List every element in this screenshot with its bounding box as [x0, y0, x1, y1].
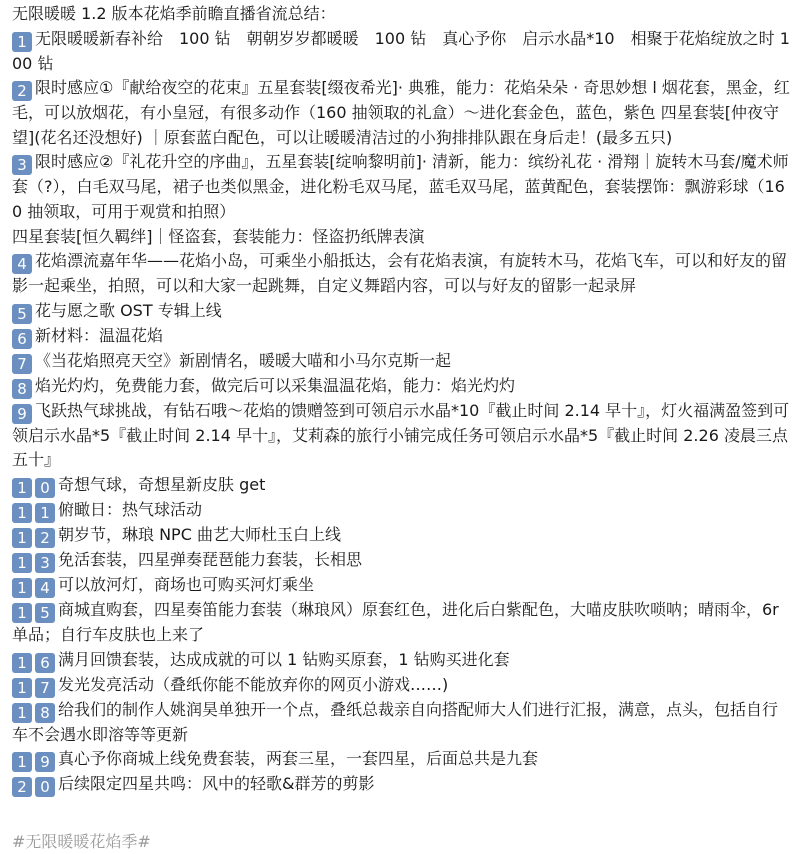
number-badge: 1 [12, 478, 32, 498]
list-item [12, 349, 790, 374]
list-item [12, 374, 790, 399]
number-badge: 7 [12, 354, 32, 374]
list-item [12, 772, 790, 797]
list-item [12, 324, 790, 349]
number-badge: 1 [12, 603, 32, 623]
list-item [12, 523, 790, 548]
number-badge: 2 [12, 81, 32, 101]
number-badge: 1 [12, 503, 32, 523]
list-item-text: 真心予你商城上线免费套装，两套三星，一套四星，后面总共是九套 [58, 749, 539, 769]
number-badge: 5 [35, 603, 55, 623]
number-badge: 9 [35, 752, 55, 772]
list-item [12, 648, 790, 673]
number-badge: 1 [12, 678, 32, 698]
list-item [12, 598, 790, 648]
list-item [12, 498, 790, 523]
list-item-text: 发光发亮活动（叠纸你能不能放弃你的网页小游戏……) [58, 674, 449, 694]
list-item-text: 朝岁节，琳琅 NPC 曲艺大师杜玉白上线 [58, 524, 341, 544]
list-item-text: 花与愿之歌 OST 专辑上线 [35, 300, 222, 320]
list-item-text: 俯瞰日：热气球活动 [58, 499, 203, 519]
number-badge: 4 [35, 578, 55, 598]
list-item-text: 奇想气球，奇想星新皮肤 get [58, 474, 266, 494]
list-item-text: 给我们的制作人姚润昊单独开一个点，叠纸总裁亲自向搭配师大人们进行汇报，满意，点头，包括自行车不会遇水即溶等等更新 [12, 699, 779, 744]
number-badge: 1 [12, 528, 32, 548]
list-item [12, 399, 790, 473]
list-item-text: 后续限定四星共鸣：风中的轻歌&群芳的剪影 [58, 774, 375, 794]
number-badge: 4 [12, 254, 32, 274]
number-badge: 1 [12, 752, 32, 772]
number-badge: 6 [35, 653, 55, 673]
list-item [12, 225, 790, 250]
number-badge: 2 [12, 777, 32, 797]
list-item-text: 花焰漂流嘉年华——花焰小岛，可乘坐小船抵达，会有花焰表演，有旋转木马，花焰飞车，可以和好友的留影一起乘坐，拍照，可以和大家一起跳舞，自定义舞蹈内容，可以与好友的留影一起录屏 [12, 251, 788, 296]
number-badge: 1 [12, 578, 32, 598]
list-item [12, 299, 790, 324]
list-item [12, 249, 790, 299]
list-item-text: 新材料：温温花焰 [35, 325, 164, 345]
list-item-text: 无限暖暖新春补给 100 钻 朝朝岁岁都暖暖 100 钻 真心予你 启示水晶*10 相聚于花焰绽放之时 100 钻 [12, 28, 790, 73]
number-badge: 1 [12, 553, 32, 573]
list-item-text: 《当花焰照亮天空》新剧情名，暖暖大喵和小马尔克斯一起 [35, 350, 452, 370]
list-item [12, 76, 790, 150]
list-item [12, 548, 790, 573]
number-badge: 1 [12, 653, 32, 673]
summary-list [12, 27, 790, 798]
list-item-text: 焰光灼灼，免费能力套，做完后可以采集温温花焰，能力：焰光灼灼 [35, 375, 516, 395]
list-item [12, 673, 790, 698]
number-badge: 1 [12, 703, 32, 723]
page-title: 无限暖暖 1.2 版本花焰季前瞻直播省流总结： [12, 4, 336, 23]
number-badge: 8 [12, 379, 32, 399]
list-item-text: 限时感应②『礼花升空的序曲』，五星套装[绽响黎明前]· 清新，能力：缤纷礼花 · 滑翔｜旋转木马套/魔术师套（?），白毛双马尾，裙子也类似黑金，进化粉毛双马尾，蓝毛双马尾，蓝黄配色，套装摆饰：飘游彩球（160 抽领取，可用于观赏和拍照） [12, 152, 789, 221]
list-item-text: 免活套装，四星弹奏琵琶能力套装，长相思 [58, 549, 363, 569]
number-badge: 5 [12, 304, 32, 324]
list-item [12, 473, 790, 498]
number-badge: 0 [35, 777, 55, 797]
cut-off-line: #无限暖暖花焰季# [12, 832, 151, 851]
number-badge: 7 [35, 678, 55, 698]
list-item [12, 698, 790, 748]
list-item-text: 飞跃热气球挑战，有钻石哦～花焰的馈赠签到可领启示水晶*10『截止时间 2.14 早十』，灯火福满盈签到可领启示水晶*5『截止时间 2.14 早十』，艾莉森的旅行小铺完成任务可领启示水晶*5『截止时间 2.26 凌晨三点五十』 [12, 400, 790, 470]
number-badge: 3 [12, 155, 32, 175]
list-item [12, 573, 790, 598]
number-badge: 1 [12, 32, 32, 52]
list-item-text: 商城直购套，四星奏笛能力套装（琳琅风）原套红色，进化后白紫配色，大喵皮肤吹唢呐；晴雨伞，6r 单品；自行车皮肤也上来了 [12, 599, 779, 644]
number-badge: 3 [35, 553, 55, 573]
number-badge: 0 [35, 478, 55, 498]
number-badge: 1 [35, 503, 55, 523]
number-badge: 6 [12, 329, 32, 349]
list-item-text: 四星套装[恒久羁绊]｜怪盗套，套装能力：怪盗扔纸牌表演 [12, 226, 425, 246]
number-badge: 9 [12, 404, 32, 424]
list-item [12, 747, 790, 772]
list-item-text: 可以放河灯，商场也可购买河灯乘坐 [58, 574, 315, 594]
number-badge: 2 [35, 528, 55, 548]
number-badge: 8 [35, 703, 55, 723]
list-item [12, 27, 790, 77]
list-item-text: 满月回馈套装，达成成就的可以 1 钻购买原套，1 钻购买进化套 [58, 649, 510, 669]
list-item-text: 限时感应①『献给夜空的花束』五星套装[缀夜希光]· 典雅，能力：花焰朵朵 · 奇思妙想 l 烟花套，黑金，红毛，可以放烟花，有小皇冠，有很多动作（160 抽领取的礼盒）～进化套金色，蓝色，紫色 四星套装[仲夜守望](花名还没想好) ｜原套蓝白配色，可以让暖暖清洁过的小狗排排队跟在身后走！(最多五只) [12, 78, 790, 147]
list-item [12, 150, 790, 224]
